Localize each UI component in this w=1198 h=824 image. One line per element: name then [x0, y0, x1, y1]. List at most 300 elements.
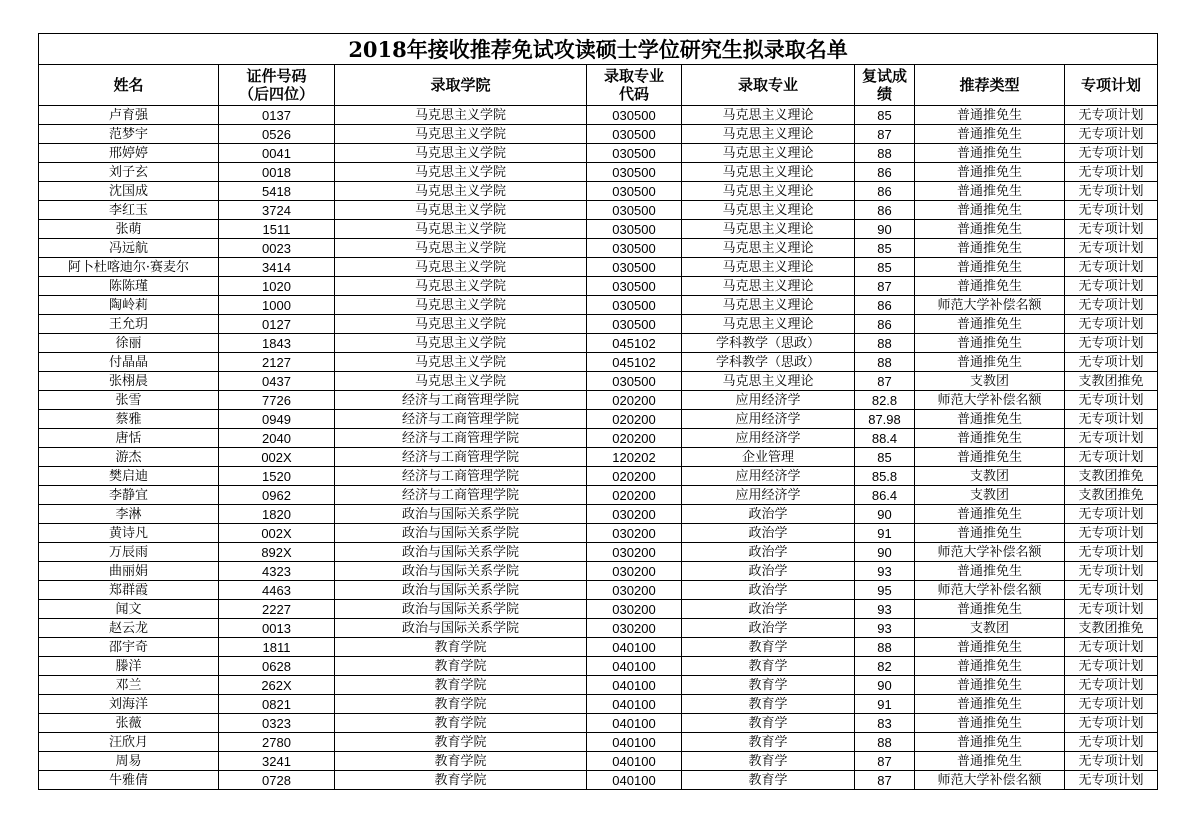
cell-score: 86	[855, 296, 915, 315]
cell-major-code: 030500	[587, 258, 682, 277]
table-row	[39, 144, 1158, 163]
cell-major-code: 030200	[587, 562, 682, 581]
cell-score: 91	[855, 695, 915, 714]
cell-major: 教育学	[682, 676, 855, 695]
cell-special-plan: 支教团推免	[1065, 619, 1158, 638]
cell-id: 4463	[219, 581, 335, 600]
cell-major: 政治学	[682, 562, 855, 581]
header-name: 姓名	[39, 65, 219, 106]
header-id	[219, 65, 335, 106]
cell-recommend-type: 普通推免生	[915, 714, 1065, 733]
cell-college: 经济与工商管理学院	[335, 467, 587, 486]
cell-recommend-type: 普通推免生	[915, 600, 1065, 619]
header-score	[855, 65, 915, 106]
cell-major-code: 030500	[587, 296, 682, 315]
cell-id: 0962	[219, 486, 335, 505]
cell-name: 游杰	[39, 448, 219, 467]
cell-id: 0041	[219, 144, 335, 163]
cell-score: 86	[855, 315, 915, 334]
cell-name: 刘海洋	[39, 695, 219, 714]
cell-special-plan: 无专项计划	[1065, 315, 1158, 334]
cell-major-code: 045102	[587, 353, 682, 372]
cell-recommend-type: 支教团	[915, 467, 1065, 486]
cell-special-plan: 无专项计划	[1065, 581, 1158, 600]
cell-college: 马克思主义学院	[335, 106, 587, 125]
cell-name: 张薇	[39, 714, 219, 733]
cell-name: 李淋	[39, 505, 219, 524]
cell-major-code: 040100	[587, 638, 682, 657]
cell-major-code: 040100	[587, 676, 682, 695]
cell-major-code: 020200	[587, 486, 682, 505]
cell-major: 教育学	[682, 657, 855, 676]
cell-recommend-type: 普通推免生	[915, 277, 1065, 296]
cell-score: 85.8	[855, 467, 915, 486]
cell-id: 002X	[219, 448, 335, 467]
cell-recommend-type: 普通推免生	[915, 638, 1065, 657]
cell-name: 邢婷婷	[39, 144, 219, 163]
cell-college: 教育学院	[335, 714, 587, 733]
cell-name: 沈国成	[39, 182, 219, 201]
table-row	[39, 600, 1158, 619]
cell-major-code: 120202	[587, 448, 682, 467]
cell-special-plan: 无专项计划	[1065, 239, 1158, 258]
cell-major-code: 030200	[587, 619, 682, 638]
cell-score: 87	[855, 752, 915, 771]
cell-major: 学科教学（思政）	[682, 353, 855, 372]
cell-recommend-type: 普通推免生	[915, 733, 1065, 752]
cell-id: 0526	[219, 125, 335, 144]
header-major-code	[587, 65, 682, 106]
cell-major: 马克思主义理论	[682, 163, 855, 182]
table-row	[39, 429, 1158, 448]
cell-college: 马克思主义学院	[335, 125, 587, 144]
cell-recommend-type: 普通推免生	[915, 657, 1065, 676]
column-header-row	[39, 65, 1158, 106]
cell-name: 周易	[39, 752, 219, 771]
cell-major: 应用经济学	[682, 486, 855, 505]
cell-id: 0023	[219, 239, 335, 258]
cell-score: 85	[855, 239, 915, 258]
cell-score: 87	[855, 125, 915, 144]
cell-recommend-type: 支教团	[915, 619, 1065, 638]
cell-recommend-type: 普通推免生	[915, 562, 1065, 581]
cell-special-plan: 无专项计划	[1065, 106, 1158, 125]
cell-special-plan: 无专项计划	[1065, 733, 1158, 752]
table-row	[39, 714, 1158, 733]
cell-recommend-type: 普通推免生	[915, 220, 1065, 239]
cell-score: 88	[855, 733, 915, 752]
cell-major-code: 030500	[587, 277, 682, 296]
cell-score: 85	[855, 106, 915, 125]
cell-college: 经济与工商管理学院	[335, 410, 587, 429]
cell-score: 93	[855, 562, 915, 581]
cell-major: 马克思主义理论	[682, 277, 855, 296]
cell-major-code: 020200	[587, 467, 682, 486]
cell-college: 教育学院	[335, 695, 587, 714]
cell-major-code: 030200	[587, 524, 682, 543]
table-row	[39, 467, 1158, 486]
cell-id: 2127	[219, 353, 335, 372]
cell-major: 政治学	[682, 543, 855, 562]
header-code-line1: 录取专业	[603, 67, 664, 85]
cell-college: 马克思主义学院	[335, 296, 587, 315]
cell-college: 教育学院	[335, 676, 587, 695]
cell-name: 李静宜	[39, 486, 219, 505]
cell-id: 0821	[219, 695, 335, 714]
cell-name: 赵云龙	[39, 619, 219, 638]
cell-recommend-type: 师范大学补偿名额	[915, 543, 1065, 562]
cell-name: 张萌	[39, 220, 219, 239]
cell-major: 马克思主义理论	[682, 182, 855, 201]
cell-id: 3241	[219, 752, 335, 771]
cell-id: 1843	[219, 334, 335, 353]
cell-special-plan: 无专项计划	[1065, 296, 1158, 315]
table-body	[39, 106, 1158, 790]
cell-major-code: 040100	[587, 733, 682, 752]
cell-major-code: 040100	[587, 714, 682, 733]
cell-id: 0137	[219, 106, 335, 125]
cell-major: 教育学	[682, 714, 855, 733]
cell-name: 汪欣月	[39, 733, 219, 752]
cell-recommend-type: 支教团	[915, 486, 1065, 505]
cell-name: 付晶晶	[39, 353, 219, 372]
table-row	[39, 239, 1158, 258]
cell-special-plan: 无专项计划	[1065, 714, 1158, 733]
cell-college: 马克思主义学院	[335, 334, 587, 353]
cell-major-code: 040100	[587, 695, 682, 714]
cell-major: 马克思主义理论	[682, 315, 855, 334]
cell-major: 学科教学（思政）	[682, 334, 855, 353]
table-row	[39, 638, 1158, 657]
cell-name: 陈陈瑾	[39, 277, 219, 296]
cell-id: 2227	[219, 600, 335, 619]
cell-college: 政治与国际关系学院	[335, 505, 587, 524]
cell-id: 0323	[219, 714, 335, 733]
cell-major-code: 030500	[587, 125, 682, 144]
cell-special-plan: 支教团推免	[1065, 486, 1158, 505]
cell-special-plan: 无专项计划	[1065, 334, 1158, 353]
cell-score: 95	[855, 581, 915, 600]
table-row	[39, 581, 1158, 600]
cell-special-plan: 无专项计划	[1065, 638, 1158, 657]
cell-major: 应用经济学	[682, 467, 855, 486]
cell-name: 郑群霞	[39, 581, 219, 600]
cell-major: 应用经济学	[682, 410, 855, 429]
cell-score: 90	[855, 505, 915, 524]
cell-college: 经济与工商管理学院	[335, 486, 587, 505]
cell-recommend-type: 普通推免生	[915, 106, 1065, 125]
cell-major-code: 040100	[587, 771, 682, 790]
cell-college: 教育学院	[335, 733, 587, 752]
header-recommend-type: 推荐类型	[915, 65, 1065, 106]
table-row	[39, 277, 1158, 296]
cell-major-code: 030500	[587, 239, 682, 258]
cell-id: 1020	[219, 277, 335, 296]
cell-recommend-type: 普通推免生	[915, 239, 1065, 258]
table-row	[39, 334, 1158, 353]
cell-id: 0628	[219, 657, 335, 676]
cell-recommend-type: 普通推免生	[915, 182, 1065, 201]
cell-name: 万辰雨	[39, 543, 219, 562]
cell-major: 教育学	[682, 752, 855, 771]
cell-id: 892X	[219, 543, 335, 562]
cell-special-plan: 无专项计划	[1065, 125, 1158, 144]
cell-recommend-type: 师范大学补偿名额	[915, 771, 1065, 790]
cell-special-plan: 无专项计划	[1065, 657, 1158, 676]
table-row	[39, 258, 1158, 277]
cell-recommend-type: 普通推免生	[915, 676, 1065, 695]
cell-major: 马克思主义理论	[682, 372, 855, 391]
header-score-line2: 绩	[876, 85, 892, 103]
cell-score: 90	[855, 220, 915, 239]
table-row	[39, 448, 1158, 467]
cell-score: 93	[855, 619, 915, 638]
cell-major: 马克思主义理论	[682, 201, 855, 220]
cell-name: 张雪	[39, 391, 219, 410]
cell-score: 87.98	[855, 410, 915, 429]
cell-score: 90	[855, 676, 915, 695]
table-row	[39, 524, 1158, 543]
cell-major: 应用经济学	[682, 391, 855, 410]
cell-score: 86	[855, 201, 915, 220]
cell-special-plan: 无专项计划	[1065, 163, 1158, 182]
cell-major: 马克思主义理论	[682, 239, 855, 258]
admission-list-sheet	[38, 33, 1157, 790]
cell-college: 政治与国际关系学院	[335, 581, 587, 600]
table-row	[39, 733, 1158, 752]
cell-major-code: 030500	[587, 144, 682, 163]
cell-special-plan: 无专项计划	[1065, 182, 1158, 201]
cell-name: 冯远航	[39, 239, 219, 258]
cell-id: 4323	[219, 562, 335, 581]
cell-major-code: 030500	[587, 201, 682, 220]
cell-recommend-type: 普通推免生	[915, 505, 1065, 524]
cell-score: 93	[855, 600, 915, 619]
table-row	[39, 695, 1158, 714]
cell-major: 企业管理	[682, 448, 855, 467]
cell-score: 86.4	[855, 486, 915, 505]
cell-major-code: 030500	[587, 182, 682, 201]
cell-special-plan: 无专项计划	[1065, 353, 1158, 372]
page-title: 2018年接收推荐免试攻读硕士学位研究生拟录取名单	[39, 34, 1158, 65]
table-row	[39, 771, 1158, 790]
cell-major-code: 030200	[587, 505, 682, 524]
cell-major-code: 020200	[587, 391, 682, 410]
cell-score: 88.4	[855, 429, 915, 448]
table-row	[39, 163, 1158, 182]
cell-college: 马克思主义学院	[335, 144, 587, 163]
cell-id: 0949	[219, 410, 335, 429]
cell-college: 教育学院	[335, 771, 587, 790]
header-id-line2: （后四位）	[238, 85, 314, 103]
cell-name: 王允玥	[39, 315, 219, 334]
header-major: 录取专业	[682, 65, 855, 106]
cell-major-code: 040100	[587, 752, 682, 771]
cell-special-plan: 无专项计划	[1065, 220, 1158, 239]
cell-major: 马克思主义理论	[682, 258, 855, 277]
cell-recommend-type: 普通推免生	[915, 258, 1065, 277]
cell-score: 88	[855, 334, 915, 353]
cell-major-code: 030200	[587, 543, 682, 562]
cell-score: 82	[855, 657, 915, 676]
header-id-line1: 证件号码	[246, 67, 307, 85]
table-row	[39, 125, 1158, 144]
table-row	[39, 182, 1158, 201]
cell-recommend-type: 普通推免生	[915, 752, 1065, 771]
cell-college: 马克思主义学院	[335, 182, 587, 201]
cell-special-plan: 无专项计划	[1065, 752, 1158, 771]
cell-major: 马克思主义理论	[682, 220, 855, 239]
cell-college: 马克思主义学院	[335, 163, 587, 182]
cell-major: 马克思主义理论	[682, 125, 855, 144]
cell-name: 张栩晨	[39, 372, 219, 391]
table-row	[39, 486, 1158, 505]
cell-major: 政治学	[682, 581, 855, 600]
cell-college: 马克思主义学院	[335, 353, 587, 372]
cell-college: 政治与国际关系学院	[335, 543, 587, 562]
cell-college: 政治与国际关系学院	[335, 600, 587, 619]
cell-score: 88	[855, 638, 915, 657]
cell-special-plan: 无专项计划	[1065, 771, 1158, 790]
cell-score: 87	[855, 277, 915, 296]
cell-score: 86	[855, 163, 915, 182]
cell-college: 马克思主义学院	[335, 277, 587, 296]
cell-name: 邓兰	[39, 676, 219, 695]
cell-major-code: 045102	[587, 334, 682, 353]
cell-score: 85	[855, 448, 915, 467]
cell-name: 曲丽娟	[39, 562, 219, 581]
cell-recommend-type: 支教团	[915, 372, 1065, 391]
cell-major: 政治学	[682, 600, 855, 619]
cell-name: 黄诗凡	[39, 524, 219, 543]
cell-major: 教育学	[682, 771, 855, 790]
cell-id: 1820	[219, 505, 335, 524]
cell-name: 闻文	[39, 600, 219, 619]
cell-id: 5418	[219, 182, 335, 201]
cell-recommend-type: 普通推免生	[915, 125, 1065, 144]
cell-special-plan: 无专项计划	[1065, 505, 1158, 524]
cell-name: 唐恬	[39, 429, 219, 448]
cell-major: 政治学	[682, 524, 855, 543]
cell-major: 应用经济学	[682, 429, 855, 448]
cell-college: 马克思主义学院	[335, 220, 587, 239]
cell-college: 马克思主义学院	[335, 239, 587, 258]
cell-recommend-type: 普通推免生	[915, 695, 1065, 714]
cell-recommend-type: 普通推免生	[915, 353, 1065, 372]
cell-special-plan: 支教团推免	[1065, 372, 1158, 391]
cell-college: 马克思主义学院	[335, 372, 587, 391]
cell-recommend-type: 师范大学补偿名额	[915, 296, 1065, 315]
cell-major: 教育学	[682, 695, 855, 714]
cell-college: 马克思主义学院	[335, 315, 587, 334]
cell-major: 政治学	[682, 619, 855, 638]
cell-id: 0437	[219, 372, 335, 391]
cell-name: 刘子玄	[39, 163, 219, 182]
cell-name: 牛雅倩	[39, 771, 219, 790]
cell-score: 91	[855, 524, 915, 543]
cell-score: 88	[855, 353, 915, 372]
cell-id: 1000	[219, 296, 335, 315]
cell-major: 马克思主义理论	[682, 296, 855, 315]
cell-id: 2040	[219, 429, 335, 448]
cell-major-code: 030500	[587, 372, 682, 391]
cell-special-plan: 无专项计划	[1065, 524, 1158, 543]
table-row	[39, 353, 1158, 372]
header-special-plan: 专项计划	[1065, 65, 1158, 106]
cell-college: 经济与工商管理学院	[335, 448, 587, 467]
cell-score: 86	[855, 182, 915, 201]
cell-score: 83	[855, 714, 915, 733]
cell-special-plan: 无专项计划	[1065, 695, 1158, 714]
cell-special-plan: 无专项计划	[1065, 277, 1158, 296]
cell-name: 卢育强	[39, 106, 219, 125]
cell-name: 樊启迪	[39, 467, 219, 486]
table-row	[39, 296, 1158, 315]
table-row	[39, 619, 1158, 638]
cell-college: 经济与工商管理学院	[335, 391, 587, 410]
table-row	[39, 372, 1158, 391]
cell-recommend-type: 普通推免生	[915, 334, 1065, 353]
cell-college: 政治与国际关系学院	[335, 562, 587, 581]
header-college: 录取学院	[335, 65, 587, 106]
cell-recommend-type: 普通推免生	[915, 201, 1065, 220]
cell-name: 范梦宇	[39, 125, 219, 144]
cell-special-plan: 无专项计划	[1065, 391, 1158, 410]
cell-id: 1520	[219, 467, 335, 486]
cell-special-plan: 支教团推免	[1065, 467, 1158, 486]
cell-score: 87	[855, 771, 915, 790]
cell-recommend-type: 普通推免生	[915, 524, 1065, 543]
cell-id: 0018	[219, 163, 335, 182]
cell-college: 教育学院	[335, 638, 587, 657]
cell-special-plan: 无专项计划	[1065, 562, 1158, 581]
cell-special-plan: 无专项计划	[1065, 600, 1158, 619]
cell-id: 262X	[219, 676, 335, 695]
table-row	[39, 505, 1158, 524]
cell-college: 政治与国际关系学院	[335, 524, 587, 543]
cell-recommend-type: 普通推免生	[915, 315, 1065, 334]
cell-college: 政治与国际关系学院	[335, 619, 587, 638]
cell-college: 经济与工商管理学院	[335, 429, 587, 448]
cell-id: 0728	[219, 771, 335, 790]
cell-major-code: 030500	[587, 220, 682, 239]
table-row	[39, 201, 1158, 220]
cell-id: 2780	[219, 733, 335, 752]
cell-id: 7726	[219, 391, 335, 410]
table-row	[39, 676, 1158, 695]
cell-name: 滕洋	[39, 657, 219, 676]
table-row	[39, 106, 1158, 125]
cell-id: 0013	[219, 619, 335, 638]
cell-score: 87	[855, 372, 915, 391]
cell-recommend-type: 普通推免生	[915, 448, 1065, 467]
cell-special-plan: 无专项计划	[1065, 676, 1158, 695]
header-score-line1: 复试成	[861, 67, 907, 85]
cell-recommend-type: 普通推免生	[915, 410, 1065, 429]
cell-special-plan: 无专项计划	[1065, 258, 1158, 277]
cell-major: 马克思主义理论	[682, 106, 855, 125]
cell-college: 教育学院	[335, 657, 587, 676]
cell-special-plan: 无专项计划	[1065, 429, 1158, 448]
cell-recommend-type: 普通推免生	[915, 163, 1065, 182]
cell-score: 85	[855, 258, 915, 277]
cell-special-plan: 无专项计划	[1065, 201, 1158, 220]
table-row	[39, 410, 1158, 429]
cell-major-code: 030200	[587, 600, 682, 619]
cell-id: 3724	[219, 201, 335, 220]
cell-major-code: 030500	[587, 315, 682, 334]
cell-special-plan: 无专项计划	[1065, 410, 1158, 429]
